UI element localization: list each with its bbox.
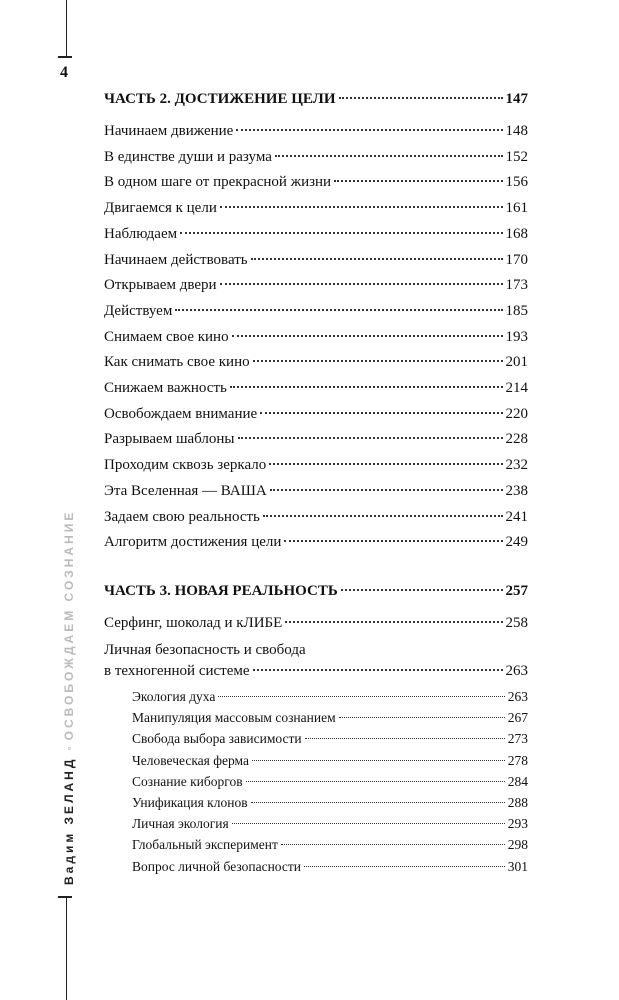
toc-entry-line1: Личная безопасность и свобода <box>104 642 306 658</box>
toc-page-number: 249 <box>505 534 528 551</box>
toc-leader <box>180 232 502 234</box>
toc-subentry[interactable] <box>132 731 528 747</box>
toc-leader <box>230 386 503 388</box>
toc-leader <box>304 866 505 867</box>
toc-entry-title: Действуем <box>104 302 173 319</box>
toc-entry[interactable] <box>104 174 528 191</box>
toc-page-number: 278 <box>507 752 528 768</box>
toc-leader <box>246 781 505 782</box>
bottom-margin-tick <box>58 896 72 898</box>
toc-entry-title: Разрываем шаблоны <box>104 431 235 448</box>
toc-part-heading[interactable] <box>104 91 528 108</box>
toc-page-number: 263 <box>505 663 528 679</box>
toc-entry-line2: в техногенной системе <box>104 663 250 679</box>
toc-leader <box>252 760 505 761</box>
toc-entry[interactable] <box>104 123 528 140</box>
toc-entry-title: Двигаемся к цели <box>104 200 217 217</box>
toc-leader <box>232 335 503 337</box>
toc-page-number: 201 <box>505 354 528 371</box>
spine-separator: ◦ <box>62 746 76 751</box>
toc-leader <box>270 489 503 491</box>
toc-entry[interactable] <box>104 457 528 474</box>
toc-part-title: ЧАСТЬ 3. НОВАЯ РЕАЛЬНОСТЬ <box>104 583 338 599</box>
toc-page-number: 148 <box>505 123 528 139</box>
toc-subentry[interactable] <box>132 859 528 875</box>
toc-entry[interactable] <box>104 226 528 243</box>
bottom-margin-rule <box>66 898 67 1000</box>
toc-entry-title: Освобождаем внимание <box>104 405 258 422</box>
toc-entry[interactable] <box>104 509 528 526</box>
toc-entry-title: Сознание киборгов <box>132 773 243 789</box>
toc-page-number: 193 <box>505 328 528 345</box>
toc-entry-title: Эта Вселенная — ВАША <box>104 482 267 499</box>
toc-page-number: 152 <box>505 148 528 165</box>
toc-page-number: 156 <box>505 174 528 191</box>
toc-leader <box>341 589 503 591</box>
toc-entry[interactable] <box>104 200 528 217</box>
toc-entry-title: Манипуляция массовым сознанием <box>132 710 336 726</box>
toc-page-number: 288 <box>507 795 528 810</box>
toc-leader <box>253 360 503 362</box>
toc-entry-title: Наблюдаем <box>104 225 178 242</box>
toc-page-number: 284 <box>507 773 528 789</box>
toc-entry-title: Человеческая ферма <box>132 752 249 768</box>
toc-entry[interactable] <box>104 380 528 397</box>
toc-entry-title: Начинаем действовать <box>104 251 248 268</box>
toc-page-number: 220 <box>505 405 528 422</box>
toc-page-number: 257 <box>505 583 528 599</box>
toc-leader <box>339 97 503 99</box>
toc-subentry[interactable] <box>132 689 528 705</box>
toc-entry-title: Открываем двери <box>104 277 217 294</box>
toc-page-number: 170 <box>505 251 528 268</box>
toc-leader <box>253 669 503 671</box>
toc-entry[interactable] <box>104 431 528 448</box>
toc-entry-title: Алгоритм достижения цели <box>104 534 282 551</box>
toc-leader <box>284 540 502 542</box>
toc-leader <box>175 309 502 311</box>
toc-entry-title: Вопрос личной безопасности <box>132 858 301 874</box>
toc-page-number: 173 <box>505 277 528 294</box>
toc-entry-title: Снижаем важность <box>104 380 227 396</box>
toc-entry-title: Проходим сквозь зеркало <box>104 457 267 474</box>
toc-leader <box>236 129 502 131</box>
toc-subentry[interactable] <box>132 837 528 853</box>
toc-entry-title: Серфинг, шоколад и кЛИБЕ <box>104 615 283 631</box>
toc-entry-title: В единстве души и разума <box>104 148 272 165</box>
toc-entry[interactable] <box>104 534 528 551</box>
spine-running-head <box>62 510 76 885</box>
toc-entry[interactable] <box>104 252 528 269</box>
toc-page-number: 214 <box>505 380 528 396</box>
toc-leader <box>251 802 505 803</box>
toc-leader <box>285 621 502 623</box>
toc-leader <box>269 463 502 465</box>
spine-book-title: ОСВОБОЖДАЕМ СОЗНАНИЕ <box>62 509 76 741</box>
toc-page-number: 293 <box>507 816 528 832</box>
toc-leader <box>275 155 503 157</box>
toc-leader <box>251 258 503 260</box>
page-number: 4 <box>60 64 68 81</box>
toc-page-number: 232 <box>505 457 528 474</box>
toc-entry[interactable] <box>104 329 528 346</box>
toc-entry-title: Свобода выбора зависимости <box>132 731 302 747</box>
toc-entry[interactable] <box>104 406 528 423</box>
toc-leader <box>220 206 503 208</box>
toc-leader <box>220 283 503 285</box>
toc-leader <box>263 515 503 517</box>
toc-entry-title: Снимаем свое кино <box>104 328 229 345</box>
toc-entry[interactable] <box>104 354 528 371</box>
toc-leader <box>260 412 502 414</box>
toc-leader <box>339 717 505 718</box>
toc-entry-line2-row <box>104 661 528 682</box>
toc-entry-title: Унификация клонов <box>132 795 248 810</box>
toc-page-number: 228 <box>505 431 528 448</box>
toc-entry-title: В одном шаге от прекрасной жизни <box>104 174 332 191</box>
toc-entry[interactable] <box>104 483 528 500</box>
toc-leader <box>238 437 503 439</box>
toc-part-heading[interactable] <box>104 583 528 600</box>
toc-subentry[interactable] <box>132 753 528 769</box>
toc-entry[interactable] <box>104 615 528 632</box>
toc-subentry[interactable] <box>132 795 528 811</box>
toc-leader <box>218 696 504 697</box>
toc-page-number: 298 <box>507 837 528 853</box>
top-margin-rule <box>66 0 67 58</box>
toc-page-number: 185 <box>505 302 528 319</box>
toc-entry-title: Задаем свою реальность <box>104 508 260 525</box>
top-margin-tick <box>58 56 72 58</box>
toc-page-number: 301 <box>507 858 528 874</box>
toc-entry[interactable] <box>104 277 528 294</box>
toc-entry-title: Личная экология <box>132 816 229 832</box>
toc-page-number: 267 <box>507 710 528 726</box>
toc-leader <box>334 180 502 182</box>
toc-entry-title: Глобальный эксперимент <box>132 837 278 853</box>
toc-page-number: 263 <box>507 689 528 704</box>
spine-author: Вадим ЗЕЛАНД <box>62 756 76 885</box>
toc-leader <box>305 738 505 739</box>
toc-page-number: 238 <box>505 482 528 499</box>
toc-entry-multiline[interactable] <box>104 640 528 682</box>
toc-page-number: 258 <box>505 615 528 631</box>
toc-entry[interactable] <box>104 303 528 320</box>
toc-subentry[interactable] <box>132 816 528 832</box>
toc-page-number: 241 <box>505 508 528 525</box>
toc-entry-title: Начинаем движение <box>104 123 234 139</box>
toc-entry-title: Экология духа <box>132 689 216 704</box>
toc-entry[interactable] <box>104 149 528 166</box>
toc-subentry[interactable] <box>132 774 528 790</box>
toc-entry-title: Как снимать свое кино <box>104 354 250 371</box>
toc-page-number: 273 <box>507 731 528 747</box>
toc-page-number: 168 <box>505 225 528 242</box>
toc-leader <box>281 844 505 845</box>
toc-part-title: ЧАСТЬ 2. ДОСТИЖЕНИЕ ЦЕЛИ <box>104 91 336 107</box>
toc-leader <box>232 823 505 824</box>
toc-subentry[interactable] <box>132 710 528 726</box>
toc-page-number: 161 <box>505 200 528 217</box>
toc-page-number: 147 <box>505 91 528 107</box>
